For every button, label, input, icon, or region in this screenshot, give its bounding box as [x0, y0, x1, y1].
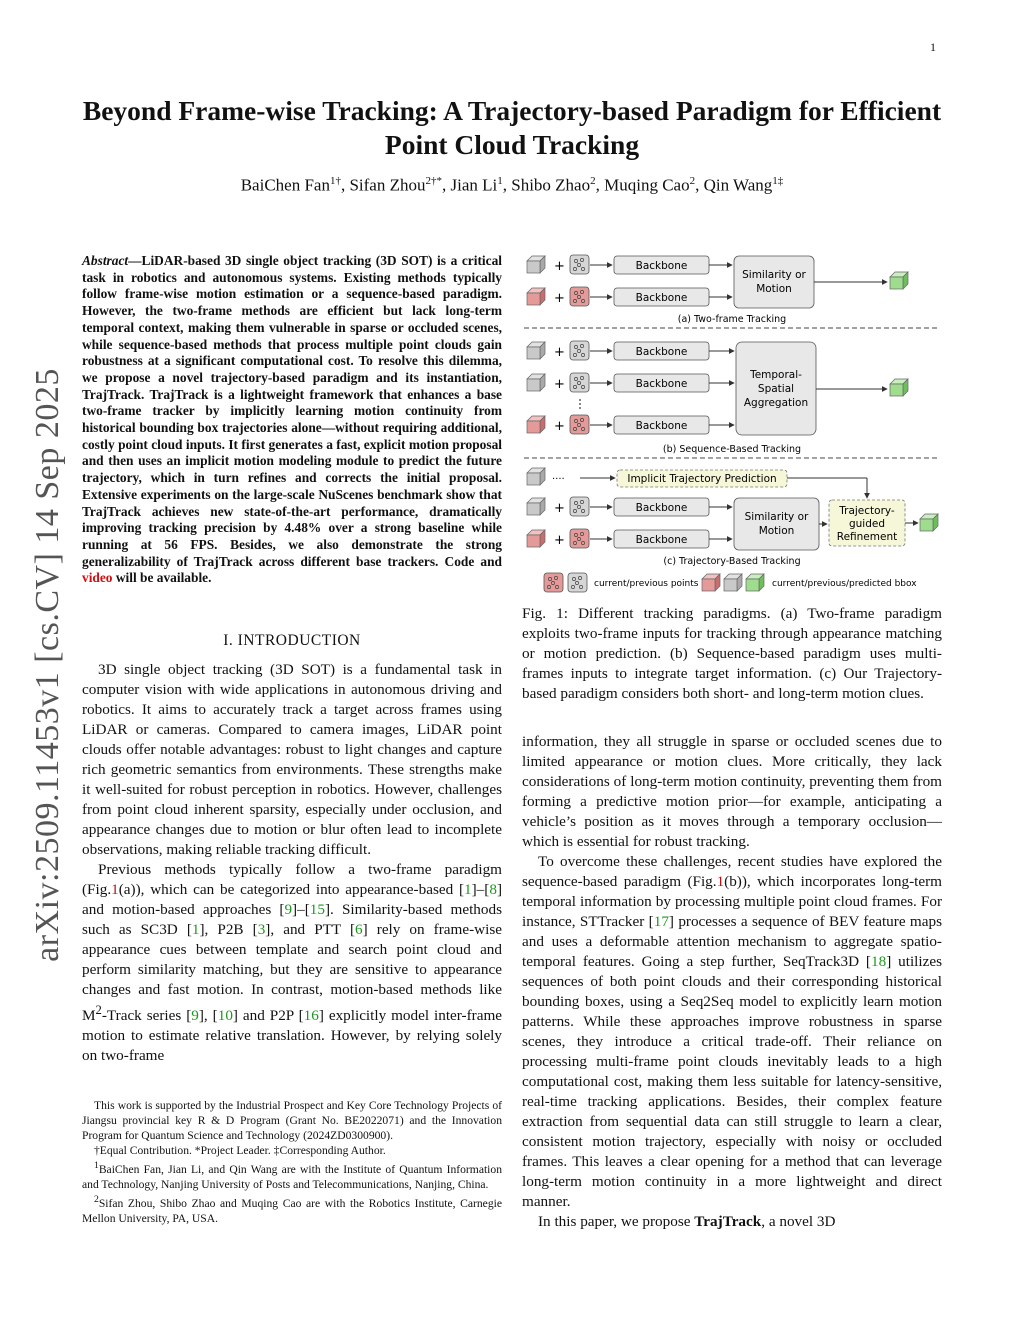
point-cloud-icon	[570, 529, 589, 548]
arxiv-identifier	[18, 370, 78, 960]
footnote-affiliation-1: $^1$BaiChen Fan, Jian Li, and Qin Wang are with the Institute of Quantum Information and Technology, Nanjing University of Posts and Telecommunications, Nanjing, China.	[82, 1160, 502, 1191]
plus-sign: +	[554, 259, 565, 274]
legend-point-red-icon	[544, 573, 563, 592]
citation[interactable]: 10	[217, 1007, 233, 1025]
abstract	[82, 253, 502, 587]
ellipsis: ····	[552, 474, 565, 485]
author: Muqing Cao	[604, 175, 690, 195]
spatial-label: Spatial	[757, 383, 795, 395]
author-mark: 2	[689, 175, 696, 187]
citation[interactable]: 15	[309, 901, 325, 918]
legend-points-label: current/previous points	[594, 579, 699, 589]
author-mark: 1†	[329, 175, 341, 187]
legend-point-grey-icon	[568, 573, 587, 592]
abstract-tail: will be available.	[112, 570, 212, 586]
citation[interactable]: 18	[871, 953, 887, 970]
refinement-label-3: Refinement	[836, 531, 898, 543]
intro-right-column	[522, 732, 942, 1232]
section-heading: I. INTRODUCTION	[223, 632, 361, 649]
backbone-label: Backbone	[635, 502, 688, 514]
motion-label: Motion	[758, 525, 795, 537]
aggregation-label: Aggregation	[743, 397, 809, 409]
author-list: BaiChen Fan$^{1\dagger}$, Sifan Zhou$^{2\dagger*}$, Jian Li$^1$, Shibo Zhao$^2$, Muqing Cao$^2$, Qin Wang$^{1\ddagger}$	[240, 175, 784, 195]
motion-label: Motion	[756, 283, 792, 295]
point-cloud-icon	[570, 497, 589, 516]
author: Sifan Zhou	[349, 175, 426, 195]
figure-ref[interactable]: 1	[111, 881, 119, 898]
citation[interactable]: 1	[191, 921, 200, 938]
point-cloud-icon	[570, 341, 589, 360]
citation[interactable]: 16	[303, 1007, 319, 1025]
similarity-label: Similarity or	[744, 511, 809, 523]
bbox-history-icon	[527, 468, 545, 485]
citation[interactable]: 3	[257, 921, 266, 938]
figure-caption: Fig. 1: Different tracking paradigms. (a) Two-frame paradigm exploits two-frame inputs for tracking through appearance matching or motion prediction. (b) Sequence-based paradigm uses multi-frames inputs to integrate target information. (c) Our Trajectory-based paradigm considers both short- and long-term motion clues.	[522, 605, 942, 702]
bbox-previous-icon	[527, 374, 545, 391]
citation[interactable]: 9	[191, 1007, 199, 1025]
author-mark: 1	[497, 175, 503, 187]
citation[interactable]: 1	[464, 881, 472, 898]
plus-sign: +	[554, 533, 565, 548]
author: Jian Li	[450, 175, 498, 195]
backbone-label: Backbone	[635, 378, 688, 390]
page-number: 1	[930, 40, 936, 54]
author-mark: 2	[590, 175, 596, 187]
footnote-funding: This work is supported by the Industrial Prospect and Key Core Technology Projects of Jiangsu provincial key R & D Program (Grant No. BE2022071) and the Innovation Program for Quantum Science and Technology (2024ZD0300900).	[82, 1099, 502, 1142]
paper-title: Beyond Frame-wise Tracking: A Trajectory-based Paradigm for Efficient Point Cloud Tracking	[82, 95, 942, 160]
temporal-label: Temporal-	[750, 369, 802, 381]
plus-sign: +	[554, 345, 565, 360]
legend-bbox-label: current/previous/predicted bbox	[772, 579, 917, 589]
bbox-current-icon	[527, 288, 545, 305]
plus-sign: +	[554, 419, 565, 434]
bbox-predicted-icon	[890, 379, 908, 396]
bbox-predicted-icon	[920, 514, 938, 531]
video-link[interactable]: video	[82, 570, 113, 586]
backbone-label: Backbone	[635, 346, 688, 358]
footnotes	[82, 1098, 502, 1226]
author-mark: 1‡	[772, 175, 784, 187]
similarity-label: Similarity or	[742, 269, 806, 281]
backbone-label: Backbone	[635, 534, 688, 546]
bbox-current-icon	[527, 530, 545, 547]
legend-bbox-grey-icon	[724, 574, 742, 591]
bbox-previous-icon	[527, 342, 545, 359]
bbox-previous-icon	[527, 498, 545, 515]
right-paragraph-1: information, they all struggle in sparse or occluded scenes due to limited appearance or motion clues. More critically, they lack considerations of long-term motion continuity, preventing them from forming a predictive motion prior—for example, anticipating a vehicle’s position as it moves through a temporary occlusion—which is essential for robust tracking.	[522, 733, 942, 850]
point-cloud-icon	[570, 415, 589, 434]
arxiv-id-text: arXiv:2509.11453v1 [cs.CV] 14 Sep 2025	[29, 368, 66, 962]
figure-1	[522, 250, 942, 600]
bbox-predicted-icon	[890, 272, 908, 289]
citation[interactable]: 6	[355, 921, 363, 938]
author: Qin Wang	[703, 175, 773, 195]
similarity-motion-box	[734, 256, 814, 308]
legend-bbox-green-icon	[746, 574, 764, 591]
abstract-lead: Abstract	[82, 253, 129, 268]
author: Shibo Zhao	[511, 175, 591, 195]
plus-sign: +	[554, 291, 565, 306]
intro-paragraph-2: Previous methods typically follow a two-frame paradigm (Fig.1(a)), which can be categorized into appearance-based [1]–[8] and motion-based approaches [9]–[15]. Similarity-based methods such as SC3D [1], P2B [3], and PTT [6] rely on frame-wise appearance cues between template and search point cloud and perform similarity matching, but they are sensitive to appearance changes and fast motion. In contrast, motion-based methods like $M^2$-Track series [9], [10] and P2P [16] explicitly model inter-frame motion to estimate relative translation. However, by relying solely on two-frame	[82, 861, 502, 1065]
bbox-current-icon	[527, 416, 545, 433]
backbone-label: Backbone	[635, 292, 688, 304]
author-mark: 2†*	[425, 175, 442, 187]
backbone-label: Backbone	[635, 420, 688, 432]
backbone-label: Backbone	[635, 260, 688, 272]
implicit-prediction-label: Implicit Trajectory Prediction	[627, 473, 777, 485]
right-paragraph-3: In this paper, we propose TrajTrack, a novel 3D	[538, 1213, 836, 1230]
abstract-text: —LiDAR-based 3D single object tracking (3D SOT) is a critical task in robotics and autonomous systems. Existing methods typically follow frame-wise motion estimation or a sequence-based paradigm. However, the two-frame methods are efficient but lack long-term temporal context, making them vulnerable in sparse or occluded scenes, while sequence-based methods that process multiple point clouds gain robustness at a significant computational cost. To resolve this dilemma, we propose a novel trajectory-based paradigm and its instantiation, TrajTrack. TrajTrack is a lightweight framework that enhances a base two-frame tracker by implicitly learning motion continuity from historical bounding box trajectories alone—without requiring additional, costly point cloud inputs. It first generates a fast, explicit motion proposal and then uses an implicit motion modeling module to predict the future trajectory, which in turn refines and corrects the initial proposal. Extensive experiments on the large-scale NuScenes benchmark show that TrajTrack achieves new state-of-the-art performance, dramatically improving tracking precision by 4.48% over a strong baseline while running at 56 FPS. Besides, we also demonstrate the strong generalizability of TrajTrack across different base trackers. Code and	[82, 253, 502, 569]
subfigure-a-label: (a) Two-frame Tracking	[677, 314, 787, 325]
citation[interactable]: 17	[653, 913, 669, 930]
intro-paragraph-1: 3D single object tracking (3D SOT) is a fundamental task in computer vision with wide applications in autonomous driving and robotics. It aims to accurately track a target across frames using LiDAR or cameras. Compared to camera images, LiDAR point clouds offer notable advantages: robust to light changes and capture rich geometric semantics from environments. These strengths make it well-suited for robust perception in robotics. However, challenges from point cloud inherent sparsity, especially under occlusion, and appearance changes due to motion or blur often lead to incomplete observations, making reliable tracking difficult.	[82, 661, 502, 858]
footnote-affiliation-2: $^2$Sifan Zhou, Shibo Zhao and Muqing Cao are with the Robotics Institute, Carnegie Mellon University, PA, USA.	[82, 1193, 502, 1225]
citation[interactable]: 9	[284, 901, 293, 918]
plus-sign: +	[554, 377, 565, 392]
intro-left-column	[82, 660, 502, 1066]
citation[interactable]: 8	[489, 881, 497, 898]
point-cloud-icon	[570, 255, 589, 274]
legend-bbox-red-icon	[702, 574, 720, 591]
bbox-previous-icon	[527, 256, 545, 273]
refinement-label-1: Trajectory-	[839, 505, 895, 517]
author: BaiChen Fan	[240, 175, 330, 195]
right-paragraph-2: To overcome these challenges, recent studies have explored the sequence-based paradigm (Fig.1(b)), which incorporates long-term temporal information by processing multiple point cloud frames. For instance, STTracker [17] processes a sequence of BEV feature maps and uses a deformable attention mechanism to aggregate spatio-temporal features. Going a step further, SeqTrack3D [18] utilizes sequences of both point clouds and their corresponding historical bounding boxes, using a Seq2Seq model to explicitly learn motion patterns. While these approaches improve robustness in sparse scenes, they introduce a critical trade-off. Their reliance on processing multi-frame point clouds inevitably leads to a high computational cost, making them less suitable for latency-sensitive, real-time tracking applications. Besides, their complex feature extraction from sequential data can still struggle to learn a clear, consistent motion trajectory, especially with noisy or occluded frames. This leaves a clear opening for a method that can leverage long-term motion continuity in a more lightweight and direct manner.	[522, 853, 942, 1210]
figure-ref[interactable]: 1	[716, 873, 725, 890]
subfigure-b-label: (b) Sequence-Based Tracking	[662, 444, 802, 455]
footnote-marks: †Equal Contribution. *Project Leader. ‡Corresponding Author.	[94, 1144, 386, 1157]
point-cloud-icon	[570, 373, 589, 392]
subfigure-c-label: (c) Trajectory-Based Tracking	[663, 556, 801, 567]
point-cloud-icon	[570, 287, 589, 306]
similarity-motion-box	[734, 498, 819, 550]
plus-sign: +	[554, 501, 565, 516]
refinement-label-2: guided	[848, 518, 886, 530]
